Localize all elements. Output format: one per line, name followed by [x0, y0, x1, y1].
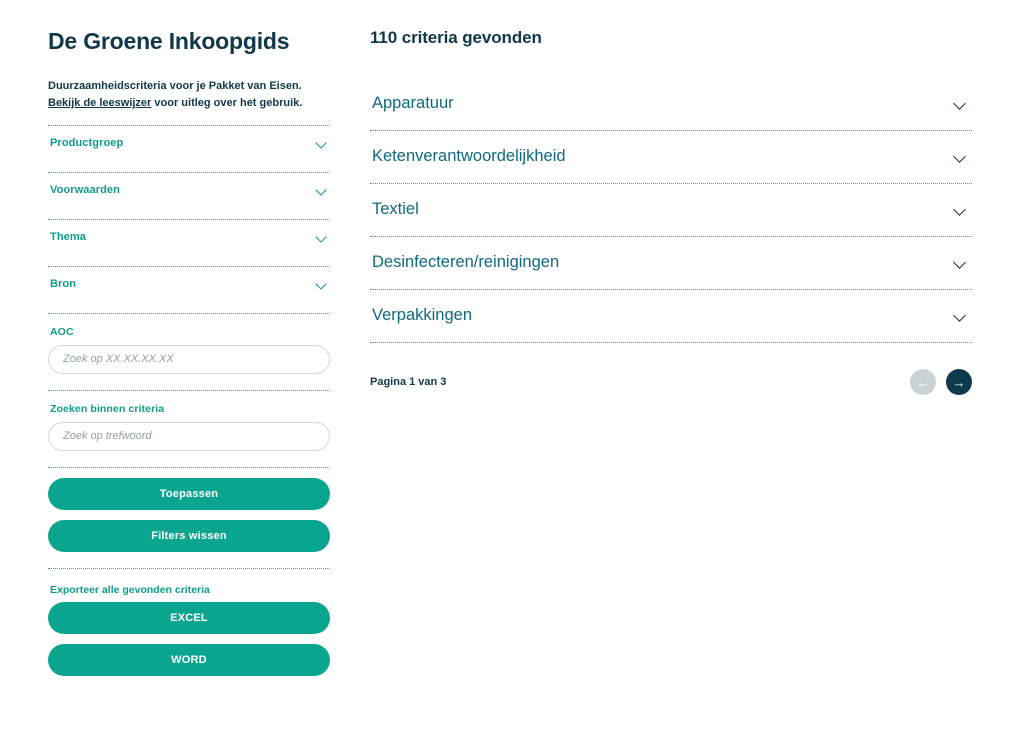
filter-label: Thema [50, 230, 86, 243]
filter-label: Bron [50, 277, 77, 290]
accordion-label: Apparatuur [372, 94, 454, 112]
chevron-down-icon [954, 203, 968, 217]
accordion-label: Textiel [372, 200, 419, 218]
chevron-down-icon [954, 256, 968, 270]
chevron-down-icon [316, 278, 328, 290]
sidebar-filter-bron[interactable] [48, 267, 330, 300]
sidebar-filter-voorwaarden[interactable] [48, 173, 330, 206]
accordion-item-textiel[interactable] [370, 184, 972, 237]
page-title: De Groene Inkoopgids [48, 28, 290, 54]
criteria-accordion-list [370, 80, 972, 343]
accordion-item-ketenverantwoordelijkheid[interactable] [370, 131, 972, 184]
sidebar-filter-thema[interactable] [48, 220, 330, 253]
accordion-label: Verpakkingen [372, 306, 472, 324]
keyword-input[interactable] [48, 422, 330, 451]
filter-label: Productgroep [50, 136, 124, 149]
pagination [370, 369, 972, 395]
export-excel-button[interactable]: EXCEL [48, 602, 330, 634]
chevron-down-icon [316, 231, 328, 243]
chevron-down-icon [954, 150, 968, 164]
keyword-label: Zoeken binnen criteria [50, 402, 165, 415]
divider [48, 313, 330, 314]
sidebar [0, 0, 330, 733]
divider [48, 568, 330, 569]
apply-filters-button[interactable]: Toepassen [48, 478, 330, 510]
export-word-button[interactable]: WORD [48, 644, 330, 676]
pagination-buttons [910, 369, 972, 395]
arrow-right-icon[interactable]: → [946, 369, 972, 395]
accordion-item-verpakkingen[interactable] [370, 290, 972, 343]
chevron-down-icon [954, 309, 968, 323]
arrow-left-icon: ← [910, 369, 936, 395]
clear-filters-button[interactable]: Filters wissen [48, 520, 330, 552]
aoc-input[interactable] [48, 345, 330, 374]
leeswijzer-link[interactable]: Bekijk de leeswijzer [48, 96, 152, 109]
pagination-status: Pagina 1 van 3 [370, 376, 447, 388]
sidebar-filter-productgroep[interactable] [48, 126, 330, 159]
export-label: Exporteer alle gevonden criteria [50, 583, 210, 596]
main-content [330, 0, 1024, 733]
sidebar-intro [48, 78, 330, 112]
accordion-item-desinfecteren-reinigingen[interactable] [370, 237, 972, 290]
divider [48, 467, 330, 468]
accordion-item-apparatuur[interactable] [370, 80, 972, 131]
accordion-label: Ketenverantwoordelijkheid [372, 147, 566, 165]
accordion-label: Desinfecteren/reinigingen [372, 253, 560, 271]
aoc-label: AOC [50, 325, 74, 338]
intro-text-before: Duurzaamheidscriteria voor je Pakket van Eisen. [48, 79, 302, 92]
chevron-down-icon [316, 137, 328, 149]
filter-label: Voorwaarden [50, 183, 120, 196]
intro-text-after: voor uitleg over het gebruik. [151, 96, 303, 109]
chevron-down-icon [954, 97, 968, 111]
divider [48, 390, 330, 391]
chevron-down-icon [316, 184, 328, 196]
results-count-title: 110 criteria gevonden [370, 28, 542, 47]
